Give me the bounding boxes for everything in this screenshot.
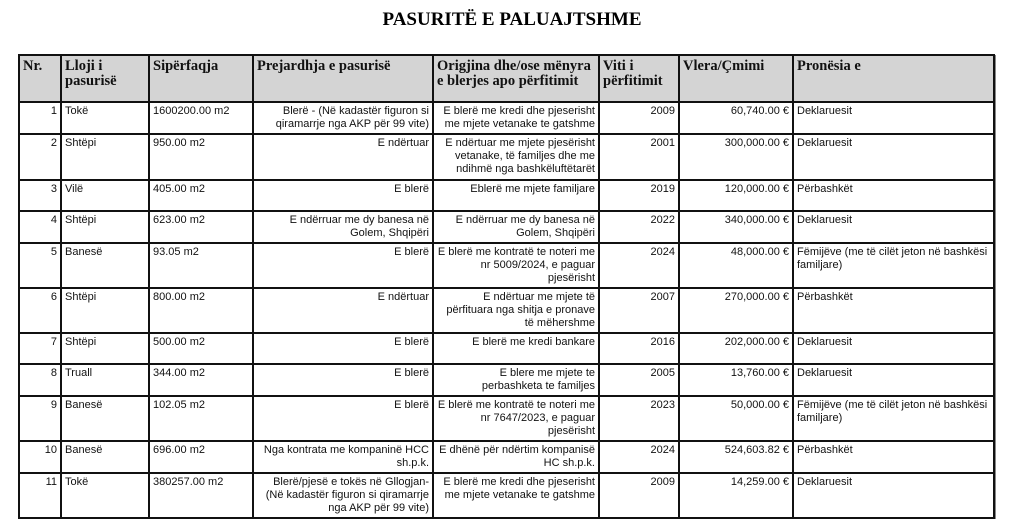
cell-year: 2023 — [599, 396, 679, 441]
cell-nr: 3 — [19, 180, 61, 211]
cell-year: 2022 — [599, 211, 679, 243]
cell-origin: E blerë — [253, 364, 433, 396]
cell-origin: E ndërtuar — [253, 134, 433, 180]
cell-origin: E ndërtuar — [253, 288, 433, 333]
cell-ownership: Deklaruesit — [793, 211, 994, 243]
cell-year: 2019 — [599, 180, 679, 211]
table-row — [19, 333, 994, 364]
cell-origin: E blerë — [253, 180, 433, 211]
cell-value: 14,259.00 € — [679, 473, 793, 518]
cell-acquisition-method: E ndërtuar me mjete pjesërisht vetanake, të familjes dhe me ndihmë nga bashkëluftëtarët — [433, 134, 599, 180]
cell-year: 2005 — [599, 364, 679, 396]
cell-nr: 11 — [19, 473, 61, 518]
header-type: Lloji i pasurisë — [61, 55, 149, 102]
cell-origin: Blerë - (Në kadastër figuron si qiramarrje nga AKP për 99 vite) — [253, 102, 433, 134]
table-row — [19, 473, 994, 518]
header-ownership: Pronësia e — [793, 55, 994, 102]
cell-nr: 2 — [19, 134, 61, 180]
cell-acquisition-method: E blerë me kredi bankare — [433, 333, 599, 364]
cell-year: 2001 — [599, 134, 679, 180]
cell-value: 48,000.00 € — [679, 243, 793, 288]
cell-nr: 8 — [19, 364, 61, 396]
cell-ownership: Deklaruesit — [793, 134, 994, 180]
cell-nr: 10 — [19, 441, 61, 473]
cell-nr: 5 — [19, 243, 61, 288]
header-row — [19, 55, 994, 102]
cell-value: 270,000.00 € — [679, 288, 793, 333]
cell-area: 623.00 m2 — [149, 211, 253, 243]
cell-nr: 9 — [19, 396, 61, 441]
immovable-assets-table — [18, 54, 995, 519]
cell-value: 202,000.00 € — [679, 333, 793, 364]
cell-value: 60,740.00 € — [679, 102, 793, 134]
cell-type: Tokë — [61, 102, 149, 134]
cell-value: 524,603.82 € — [679, 441, 793, 473]
cell-area: 950.00 m2 — [149, 134, 253, 180]
header-nr: Nr. — [19, 55, 61, 102]
cell-year: 2024 — [599, 243, 679, 288]
cell-type: Shtëpi — [61, 134, 149, 180]
cell-value: 13,760.00 € — [679, 364, 793, 396]
header-origin: Prejardhja e pasurisë — [253, 55, 433, 102]
cell-nr: 6 — [19, 288, 61, 333]
cell-area: 405.00 m2 — [149, 180, 253, 211]
cell-year: 2009 — [599, 473, 679, 518]
cell-value: 340,000.00 € — [679, 211, 793, 243]
page-title: PASURITË E PALUAJTSHME — [382, 9, 642, 30]
cell-origin: E blerë — [253, 243, 433, 288]
cell-year: 2009 — [599, 102, 679, 134]
cell-type: Banesë — [61, 441, 149, 473]
cell-acquisition-method: E blere me mjete te perbashketa te familjes — [433, 364, 599, 396]
cell-type: Tokë — [61, 473, 149, 518]
table-row — [19, 102, 994, 134]
cell-area: 380257.00 m2 — [149, 473, 253, 518]
header-year: Viti i përfitimit — [599, 55, 679, 102]
cell-nr: 1 — [19, 102, 61, 134]
cell-ownership: Deklaruesit — [793, 333, 994, 364]
cell-origin: E ndërruar me dy banesa në Golem, Shqipëri — [253, 211, 433, 243]
cell-area: 102.05 m2 — [149, 396, 253, 441]
cell-acquisition-method: E blerë me kontratë te noteri me nr 5009/2024, e paguar pjesërisht — [433, 243, 599, 288]
header-area: Sipërfaqja — [149, 55, 253, 102]
table-row — [19, 211, 994, 243]
cell-type: Shtëpi — [61, 288, 149, 333]
cell-year: 2024 — [599, 441, 679, 473]
cell-area: 800.00 m2 — [149, 288, 253, 333]
cell-acquisition-method: E blerë me kredi dhe pjeserisht me mjete vetanake te gatshme — [433, 473, 599, 518]
cell-year: 2007 — [599, 288, 679, 333]
cell-ownership: Fëmijëve (me të cilët jeton në bashkësi familjare) — [793, 396, 994, 441]
cell-origin: Nga kontrata me kompaninë HCC sh.p.k. — [253, 441, 433, 473]
header-acquisition-method: Origjina dhe/ose mënyra e blerjes apo përfitimit — [433, 55, 599, 102]
cell-area: 500.00 m2 — [149, 333, 253, 364]
table-row — [19, 441, 994, 473]
header-value: Vlera/Çmimi — [679, 55, 793, 102]
cell-origin: Blerë/pjesë e tokës në Gllogjan-(Në kadastër figuron si qiramarrje nga AKP për 99 vite) — [253, 473, 433, 518]
cell-ownership: Përbashkët — [793, 288, 994, 333]
cell-ownership: Përbashkët — [793, 180, 994, 211]
cell-area: 696.00 m2 — [149, 441, 253, 473]
cell-type: Banesë — [61, 243, 149, 288]
table-row — [19, 180, 994, 211]
cell-ownership: Deklaruesit — [793, 364, 994, 396]
cell-origin: E blerë — [253, 396, 433, 441]
cell-acquisition-method: E dhënë për ndërtim kompanisë HC sh.p.k. — [433, 441, 599, 473]
table-row — [19, 396, 994, 441]
cell-value: 300,000.00 € — [679, 134, 793, 180]
cell-acquisition-method: E blerë me kredi dhe pjeserisht me mjete vetanake te gatshme — [433, 102, 599, 134]
cell-nr: 4 — [19, 211, 61, 243]
cell-value: 50,000.00 € — [679, 396, 793, 441]
cell-origin: E blerë — [253, 333, 433, 364]
table-row — [19, 243, 994, 288]
cell-value: 120,000.00 € — [679, 180, 793, 211]
cell-type: Truall — [61, 364, 149, 396]
cell-acquisition-method: E blerë me kontratë te noteri me nr 7647/2023, e paguar pjesërisht — [433, 396, 599, 441]
cell-year: 2016 — [599, 333, 679, 364]
cell-area: 1600200.00 m2 — [149, 102, 253, 134]
cell-nr: 7 — [19, 333, 61, 364]
cell-type: Shtëpi — [61, 333, 149, 364]
cell-type: Shtëpi — [61, 211, 149, 243]
table-row — [19, 134, 994, 180]
cell-ownership: Fëmijëve (me të cilët jeton në bashkësi familjare) — [793, 243, 994, 288]
cell-ownership: Përbashkët — [793, 441, 994, 473]
cell-acquisition-method: E ndërtuar me mjete të përfituara nga shitja e pronave të mëhershme — [433, 288, 599, 333]
cell-area: 344.00 m2 — [149, 364, 253, 396]
cell-ownership: Deklaruesit — [793, 473, 994, 518]
cell-acquisition-method: E ndërruar me dy banesa në Golem, Shqipëri — [433, 211, 599, 243]
cell-ownership: Deklaruesit — [793, 102, 994, 134]
cell-type: Banesë — [61, 396, 149, 441]
cell-type: Vilë — [61, 180, 149, 211]
cell-area: 93.05 m2 — [149, 243, 253, 288]
table-row — [19, 288, 994, 333]
table-row — [19, 364, 994, 396]
cell-acquisition-method: Eblerë me mjete familjare — [433, 180, 599, 211]
